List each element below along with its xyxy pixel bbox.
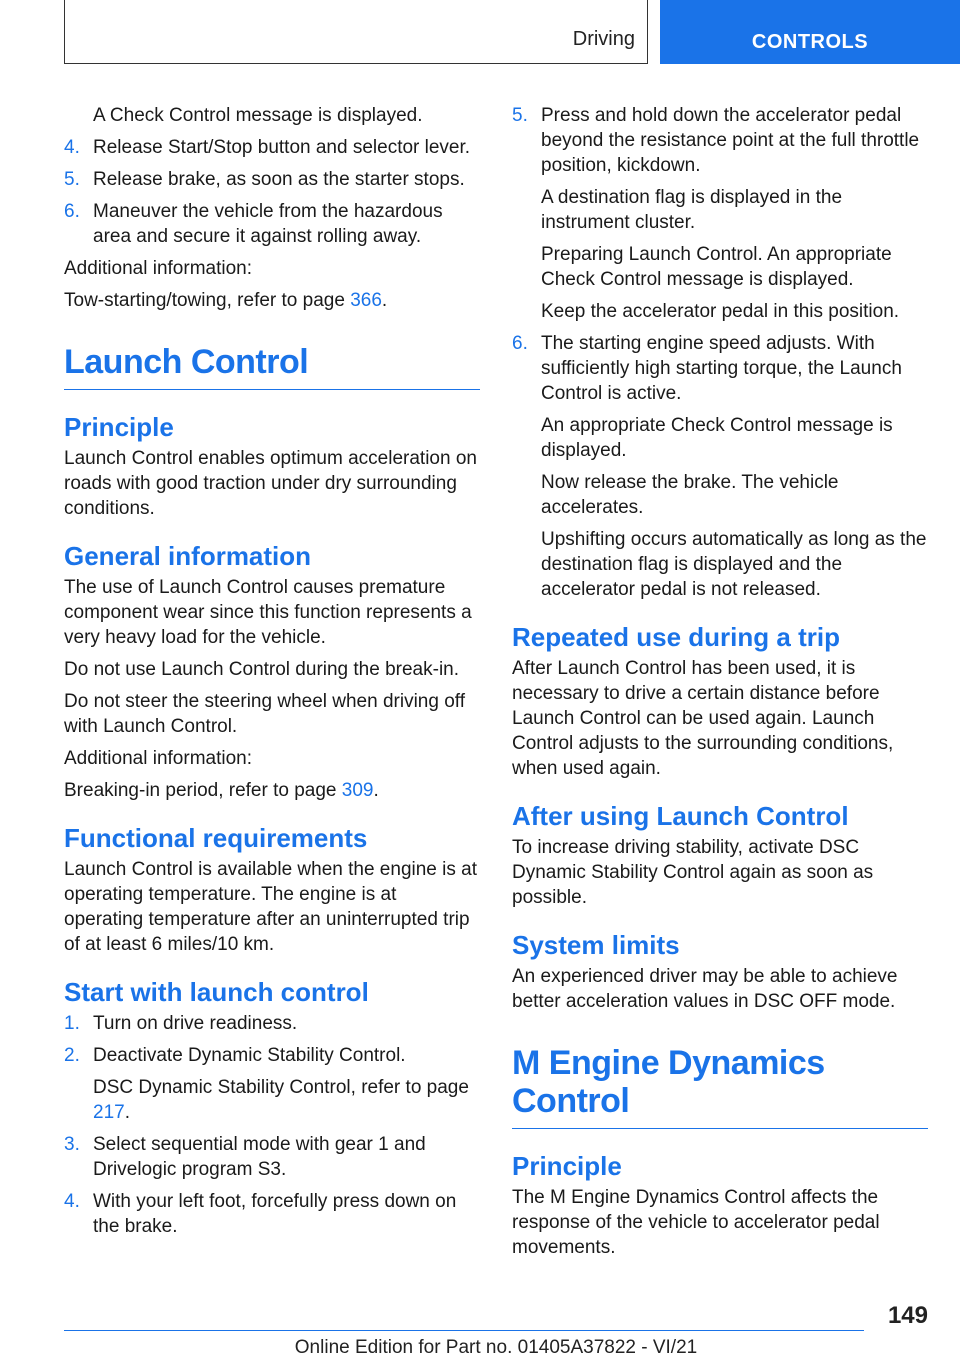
system-limits-text: An experienced driver may be able to achieve better acceleration values in DSC OFF mode. bbox=[512, 966, 898, 1012]
step-number: 2. bbox=[64, 1045, 80, 1066]
dsc-reference: DSC Dynamic Stability Control, refer to page 217. bbox=[93, 1077, 469, 1123]
footer-divider bbox=[64, 1330, 864, 1331]
step-4 bbox=[64, 135, 480, 160]
additional-info-label: Additional information: bbox=[64, 258, 252, 279]
step-list-a bbox=[64, 135, 480, 249]
heading-system-limits: System limits bbox=[512, 930, 680, 960]
step-number: 4. bbox=[64, 1191, 80, 1212]
step-text: Turn on drive readiness. bbox=[93, 1013, 298, 1034]
step-number: 6. bbox=[512, 333, 528, 354]
step-number: 6. bbox=[64, 201, 80, 222]
m-engine-principle-text: The M Engine Dynamics Control affects the response of the vehicle to accelerator pedal movements. bbox=[512, 1187, 880, 1258]
continued-step-text: A Check Control message is displayed. bbox=[93, 105, 423, 126]
step-5-sub-1: A destination flag is displayed in the instrument cluster. bbox=[541, 187, 843, 233]
step-text: Maneuver the vehicle from the hazardous area and secure it against rolling away. bbox=[93, 201, 443, 247]
general-additional-info: Additional information: bbox=[64, 748, 252, 769]
step-text: The starting engine speed adjusts. With sufficiently high starting torque, the Launch Control is active. bbox=[541, 333, 902, 404]
heading-after-using: After using Launch Control bbox=[512, 801, 849, 831]
right-column bbox=[512, 103, 928, 1267]
repeated-use-text: After Launch Control has been used, it is necessary to drive a certain distance before Launch Control can be used again. Launch Control adjusts to the surrounding conditions, when used again. bbox=[512, 658, 894, 779]
step-text: Press and hold down the accelerator pedal beyond the resistance point at the full throttle position, kickdown. bbox=[541, 105, 920, 176]
general-text-1: The use of Launch Control causes premature component wear since this function represents a very heavy load for the vehicle. bbox=[64, 577, 472, 648]
step-number: 4. bbox=[64, 137, 80, 158]
step-1 bbox=[64, 1011, 480, 1036]
heading-general-information: General information bbox=[64, 541, 312, 571]
heading-principle-m-engine: Principle bbox=[512, 1151, 622, 1181]
general-text-3: Do not steer the steering wheel when driving off with Launch Control. bbox=[64, 691, 465, 737]
heading-functional-requirements: Functional requirements bbox=[64, 823, 368, 853]
general-text-2: Do not use Launch Control during the break-in. bbox=[64, 659, 460, 680]
breakin-reference: Breaking-in period, refer to page 309. bbox=[64, 780, 379, 801]
step-6 bbox=[64, 199, 480, 249]
step-text: Deactivate Dynamic Stability Control. bbox=[93, 1045, 406, 1066]
heading-repeated-use: Repeated use during a trip bbox=[512, 622, 840, 652]
principle-text: Launch Control enables optimum acceleration on roads with good traction under dry surrounding conditions. bbox=[64, 448, 477, 519]
step-text: With your left foot, forcefully press down on the brake. bbox=[93, 1191, 457, 1237]
step-3 bbox=[64, 1132, 480, 1182]
after-using-text: To increase driving stability, activate DSC Dynamic Stability Control again as soon as possible. bbox=[512, 837, 874, 908]
step-5-sub-2: Preparing Launch Control. An appropriate Check Control message is displayed. bbox=[541, 244, 892, 290]
step-number: 3. bbox=[64, 1134, 80, 1155]
heading-launch-control: Launch Control bbox=[64, 343, 480, 390]
header-section-title: Driving bbox=[572, 28, 635, 50]
step-text: Release brake, as soon as the starter stops. bbox=[93, 169, 465, 190]
step-6-engine-speed bbox=[512, 331, 928, 406]
step-text: Release Start/Stop button and selector lever. bbox=[93, 137, 471, 158]
left-column bbox=[64, 103, 480, 1246]
step-number: 5. bbox=[64, 169, 80, 190]
page-link-217[interactable]: 217 bbox=[93, 1102, 125, 1123]
step-2 bbox=[64, 1043, 480, 1068]
heading-start-with-launch-control: Start with launch control bbox=[64, 977, 369, 1007]
step-text: Select sequential mode with gear 1 and Drivelogic program S3. bbox=[93, 1134, 426, 1180]
header-chapter-tab: CONTROLS bbox=[660, 0, 960, 64]
step-5-sub-3: Keep the accelerator pedal in this position. bbox=[541, 301, 900, 322]
step-5 bbox=[64, 167, 480, 192]
step-number: 5. bbox=[512, 105, 528, 126]
page-link-366[interactable]: 366 bbox=[350, 290, 382, 311]
functional-text: Launch Control is available when the engine is at operating temperature. The engine is at operating temperature after an uninterrupted trip of at least 6 miles/10 km. bbox=[64, 859, 477, 955]
step-number: 1. bbox=[64, 1013, 80, 1034]
step-6-sub-2: Now release the brake. The vehicle accelerates. bbox=[541, 472, 839, 518]
step-6-sub-1: An appropriate Check Control message is displayed. bbox=[541, 415, 893, 461]
step-6-sub-3: Upshifting occurs automatically as long as the destination flag is displayed and the accelerator pedal is not released. bbox=[541, 529, 927, 600]
page-number: 149 bbox=[887, 1302, 928, 1329]
step-5-kickdown bbox=[512, 103, 928, 178]
footer-edition: Online Edition for Part no. 01405A37822 - VI/21 bbox=[294, 1337, 698, 1358]
heading-principle: Principle bbox=[64, 412, 174, 442]
heading-m-engine-dynamics-control: M Engine Dynamics Control bbox=[512, 1044, 928, 1129]
step-4-brake bbox=[64, 1189, 480, 1239]
tow-reference: Tow-starting/towing, refer to page 366. bbox=[64, 290, 388, 311]
page-link-309[interactable]: 309 bbox=[341, 780, 374, 801]
